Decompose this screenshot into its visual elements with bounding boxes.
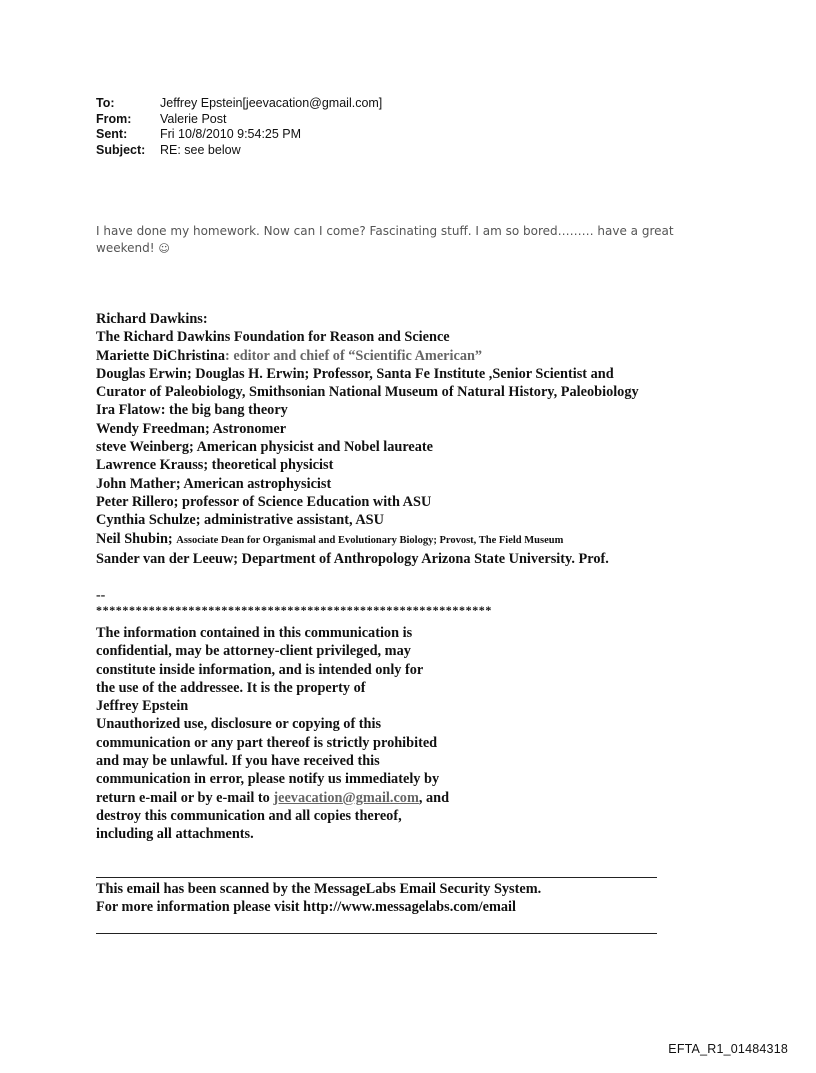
disclaimer-line-11: destroy this communication and all copies thereof,: [96, 807, 402, 824]
sent-label: Sent:: [96, 127, 128, 141]
disclaimer-line-1: The information contained in this communication is: [96, 625, 413, 641]
message-body: [96, 223, 696, 257]
disclaimer-line-7: communication or any part thereof is strictly prohibited: [96, 734, 438, 751]
to-value: Jeffrey Epstein[jeevacation@gmail.com]: [160, 96, 383, 110]
disclaimer-line-10: [96, 789, 516, 807]
people-list: [96, 310, 796, 568]
people-line-9: Lawrence Krauss; theoretical physicist: [96, 457, 334, 474]
to-row: [96, 96, 382, 112]
people-line-13-name: Neil Shubin;: [96, 530, 177, 547]
people-line-2: The Richard Dawkins Foundation for Reason and Science: [96, 329, 450, 346]
scan-line-1: This email has been scanned by the MessageLabs Email Security System.: [96, 881, 542, 897]
sent-row: [96, 127, 382, 143]
from-label: From:: [96, 111, 132, 126]
disclaimer-line-4: the use of the addressee. It is the property of: [96, 679, 366, 696]
people-line-14: Sander van der Leeuw; Department of Anthropology Arizona State University. Prof.: [96, 550, 609, 567]
people-line-3-name: Mariette DiChristina: [96, 347, 226, 364]
signature-dash: --: [96, 588, 106, 603]
from-row: [96, 112, 382, 128]
disclaimer-line-5: Jeffrey Epstein: [96, 698, 189, 715]
message-line-2: [96, 240, 696, 257]
message-line-2-text: weekend!: [96, 241, 159, 255]
people-line-5: Curator of Paleobiology, Smithsonian National Museum of Natural History, Paleobiology: [96, 384, 639, 401]
people-line-6: Ira Flatow: the big bang theory: [96, 402, 288, 419]
from-value: Valerie Post: [160, 111, 227, 126]
email-link[interactable]: jeevacation@gmail.com: [273, 789, 419, 806]
subject-value: RE: see below: [160, 142, 241, 157]
disclaimer-line-12: including all attachments.: [96, 826, 254, 843]
people-line-7: Wendy Freedman; Astronomer: [96, 420, 287, 437]
people-line-1: [96, 310, 796, 328]
scan-notice: [96, 880, 541, 917]
subject-label: Subject:: [96, 142, 146, 157]
subject-row: [96, 143, 382, 159]
bottom-divider: [96, 933, 657, 934]
people-line-11: Peter Rillero; professor of Science Education with ASU: [96, 493, 432, 510]
email-header: [96, 96, 382, 158]
people-line-1-rest: :: [202, 311, 208, 327]
people-line-1-name: Richard Dawkins: [96, 311, 203, 327]
people-line-13: [96, 530, 796, 550]
people-line-10: John Mather; American astrophysicist: [96, 475, 332, 492]
people-line-3: [96, 347, 796, 365]
document-id: EFTA_R1_01484318: [668, 1042, 788, 1056]
people-line-8: steve Weinberg; American physicist and Nobel laureate: [96, 439, 434, 456]
disclaimer-line-2: confidential, may be attorney-client privileged, may: [96, 643, 411, 660]
smiley-icon: ☺: [158, 242, 170, 255]
top-divider: [96, 877, 657, 878]
disclaimer-line-10-post: , and: [418, 789, 450, 806]
confidentiality-disclaimer: [96, 624, 516, 844]
people-line-13-rest: Associate Dean for Organismal and Evolutionary Biology; Provost, The Field Museum: [176, 534, 564, 546]
disclaimer-line-9: communication in error, please notify us immediately by: [96, 771, 440, 788]
people-line-3-rest: : editor and chief of “Scientific American”: [225, 347, 483, 364]
people-line-4: Douglas Erwin; Douglas H. Erwin; Professor, Santa Fe Institute ,Senior Scientist and: [96, 365, 614, 382]
signature-stars: ************************************************************: [96, 603, 492, 617]
message-line-1: I have done my homework. Now can I come? Fascinating stuff. I am so bored……… have a great: [96, 224, 674, 238]
sent-value: Fri 10/8/2010 9:54:25 PM: [160, 127, 302, 141]
to-label: To:: [96, 96, 115, 110]
disclaimer-line-10-pre: return e-mail or by e-mail to: [96, 789, 274, 806]
disclaimer-line-8: and may be unlawful. If you have received this: [96, 753, 380, 770]
disclaimer-line-3: constitute inside information, and is intended only for: [96, 661, 424, 678]
disclaimer-line-6: Unauthorized use, disclosure or copying of this: [96, 716, 382, 733]
people-line-12: Cynthia Schulze; administrative assistant, ASU: [96, 512, 384, 529]
scan-line-2: For more information please visit http://www.messagelabs.com/email: [96, 899, 516, 916]
